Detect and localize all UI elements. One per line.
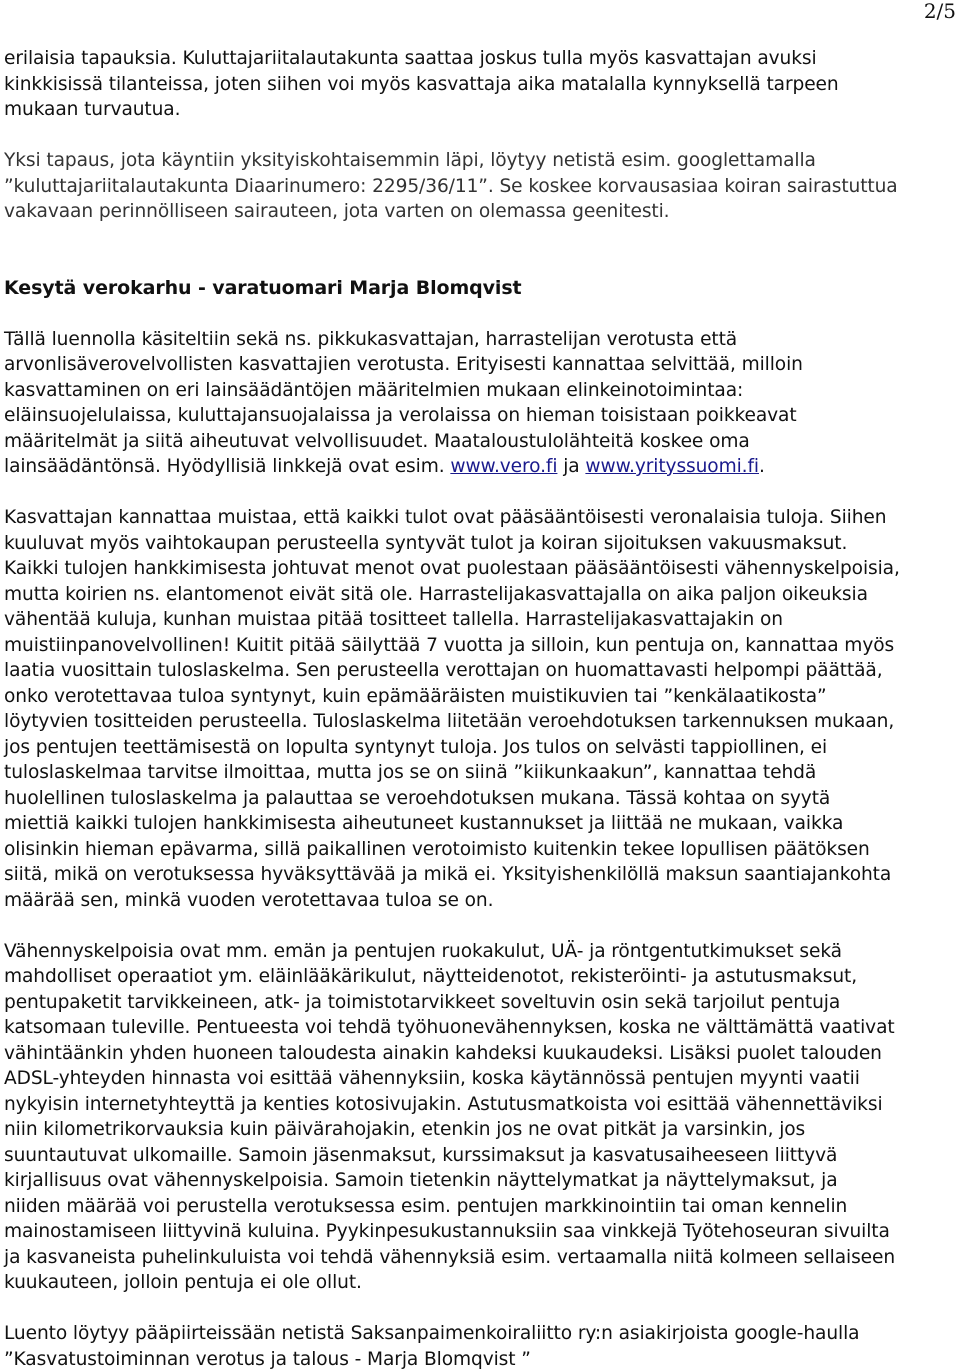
text-line: vähentää kuluja, kunhan muistaa pitää tositteet tallella. Harrastelijakasvattajakin on	[4, 607, 958, 633]
text-line: Luento löytyy pääpiirteissään netistä Saksanpaimenkoiraliitto ry:n asiakirjoista google-haulla	[4, 1321, 958, 1347]
text-line: määrää sen, minkä vuoden verotettavaa tuloa se on.	[4, 888, 958, 914]
text-line: Tällä luennolla käsiteltiin sekä ns. pikkukasvattajan, harrastelijan verotusta että	[4, 327, 958, 353]
text-line: löytyvien tositteiden perusteella. Tuloslaskelma liitetään veroehdotuksen tarkennuksen mukaan,	[4, 709, 958, 735]
text-line: kasvattaminen on eri lainsäädäntöjen määritelmien mukaan elinkeinotoimintaa:	[4, 378, 958, 404]
lecture-paragraph	[4, 327, 958, 480]
document-body	[4, 46, 958, 1372]
text-line: vähintäänkin yhden huoneen taloudesta ainakin kahdeksi kuukaudeksi. Lisäksi puolet talouden	[4, 1041, 958, 1067]
text-line: ja kasvaneista puhelinkuluista voi tehdä vähennyksiä esim. vertaamalla niitä kolmeen sellaiseen	[4, 1245, 958, 1271]
page-number: 2/5	[924, 0, 956, 22]
text-line: arvonlisäverovelvollisten kasvattajien verotusta. Erityisesti kannattaa selvittää, milloin	[4, 352, 958, 378]
text-line: ADSL-yhteyden hinnasta voi esittää vähennyksiin, koska käytännössä pentujen myynti vaatii	[4, 1066, 958, 1092]
yrityssuomi-link[interactable]: www.yrityssuomi.fi	[585, 456, 759, 477]
text-line: Vähennyskelpoisia ovat mm. emän ja pentujen ruokakulut, UÄ- ja röntgentutkimukset sekä	[4, 939, 958, 965]
text-line: Kaikki tulojen hankkimisesta johtuvat menot ovat puolestaan pääsääntöisesti vähennyskelpoisia,	[4, 556, 958, 582]
text-line: katsomaan tuleville. Pentueesta voi tehdä työhuonevähennyksen, koska ne välttämättä vaativat	[4, 1015, 958, 1041]
section-heading: Kesytä verokarhu - varatuomari Marja Blomqvist	[4, 276, 958, 302]
text-line: Yksi tapaus, jota käyntiin yksityiskohtaisemmin läpi, löytyy netistä esim. googlettamalla	[4, 148, 958, 174]
text-line: eläinsuojelulaissa, kuluttajansuojalaissa ja verolaissa on hieman toisistaan poikkeavat	[4, 403, 958, 429]
closing-paragraph	[4, 1321, 958, 1372]
text-line: ”Kasvatustoiminnan verotus ja talous - Marja Blomqvist ”	[4, 1347, 958, 1372]
text-line: mahdolliset operaatiot ym. eläinlääkärikulut, näytteidenotot, rekisteröinti- ja astutusmaksut,	[4, 964, 958, 990]
text-line: suuntautuvat ulkomaille. Samoin jäsenmaksut, kurssimaksut ja kasvatusaiheeseen liittyvä	[4, 1143, 958, 1169]
text-line: ”kuluttajariitalautakunta Diaarinumero: 2295/36/11”. Se koskee korvausasiaa koiran sairastuttua	[4, 174, 958, 200]
text-line: miettiä kaikki tulojen hankkimisesta aiheutuneet kustannukset ja liittää ne mukaan, vaikka	[4, 811, 958, 837]
text-line: laatia vuosittain tuloslaskelma. Sen perusteella verottajan on huomattavasti helpompi päättää,	[4, 658, 958, 684]
text-line: tuloslaskelmaa tarvitse ilmoittaa, mutta jos se on siinä ”kiikunkaakun”, kannattaa tehdä	[4, 760, 958, 786]
text-line: huolellinen tuloslaskelma ja palauttaa se veroehdotuksen mukana. Tässä kohtaa on syytä	[4, 786, 958, 812]
links-line-after: .	[759, 456, 765, 477]
links-line-middle: ja	[557, 456, 585, 477]
case-paragraph	[4, 148, 958, 225]
text-line: olisinkin hieman epävarma, sillä paikallinen verotoimisto kuitenkin tekee lopullisen päätöksen	[4, 837, 958, 863]
text-line: mutta koirien ns. elantomenot eivät sitä ole. Harrastelijakasvattajalla on aika paljon oikeuksia	[4, 582, 958, 608]
text-line: onko verotettavaa tuloa syntynyt, kuin epämääräisten muistikuvien tai ”kenkälaatikosta”	[4, 684, 958, 710]
vero-link[interactable]: www.vero.fi	[450, 456, 557, 477]
text-line: siitä, mikä on verotuksessa hyväksyttävää ja mikä ei. Yksityishenkilöllä maksun saantiajankohta	[4, 862, 958, 888]
text-line: jos pentujen teettämisestä on lopulta syntynyt tuloja. Jos tulos on selvästi tappiollinen, ei	[4, 735, 958, 761]
text-line: muistiinpanovelvollinen! Kuitit pitää säilyttää 7 vuotta ja silloin, kun pentuja on, kannattaa myös	[4, 633, 958, 659]
text-line: kuuluvat myös vaihtokaupan perusteella syntyvät tulot ja koiran sijoituksen vakuusmaksut.	[4, 531, 958, 557]
intro-paragraph	[4, 46, 958, 123]
text-line: niiden määrää voi perustella verotuksessa esim. pentujen markkinointiin tai oman kennelin	[4, 1194, 958, 1220]
text-line: Kasvattajan kannattaa muistaa, että kaikki tulot ovat pääsääntöisesti veronalaisia tuloja. Siihen	[4, 505, 958, 531]
text-line: kuukauteen, jolloin pentuja ei ole ollut.	[4, 1270, 958, 1296]
text-line: nykyisin internetyhteyttä ja kenties kotosivujakin. Astutusmatkoista voi esittää vähennettäviksi	[4, 1092, 958, 1118]
text-line: vakavaan perinnölliseen sairauteen, jota varten on olemassa geenitesti.	[4, 199, 958, 225]
text-line: mukaan turvautua.	[4, 97, 958, 123]
links-line	[4, 454, 958, 480]
text-line: erilaisia tapauksia. Kuluttajariitalautakunta saattaa joskus tulla myös kasvattajan avuksi	[4, 46, 958, 72]
text-line: kirjallisuus ovat vähennyskelpoisia. Samoin tietenkin näyttelymatkat ja näyttelymaksut, ja	[4, 1168, 958, 1194]
text-line: niin kilometrikorvauksia kuin päivärahojakin, etenkin jos ne ovat pitkät ja varsinkin, jos	[4, 1117, 958, 1143]
text-line: määritelmät ja siitä aiheutuvat velvollisuudet. Maataloustulolähteitä koskee oma	[4, 429, 958, 455]
tax-paragraph	[4, 505, 958, 913]
text-line: pentupaketit tarvikkeineen, atk- ja toimistotarvikkeet soveltuvin osin sekä tarjoilut pentuja	[4, 990, 958, 1016]
links-line-before: lainsäädäntönsä. Hyödyllisiä linkkejä ovat esim.	[4, 456, 450, 477]
text-line: mainostamiseen liittyvinä kuluina. Pyykinpesukustannuksiin saa vinkkejä Työtehoseuran sivuilta	[4, 1219, 958, 1245]
text-line: kinkkisissä tilanteissa, joten siihen voi myös kasvattaja aika matalalla kynnyksellä tarpeen	[4, 72, 958, 98]
deduction-paragraph	[4, 939, 958, 1296]
